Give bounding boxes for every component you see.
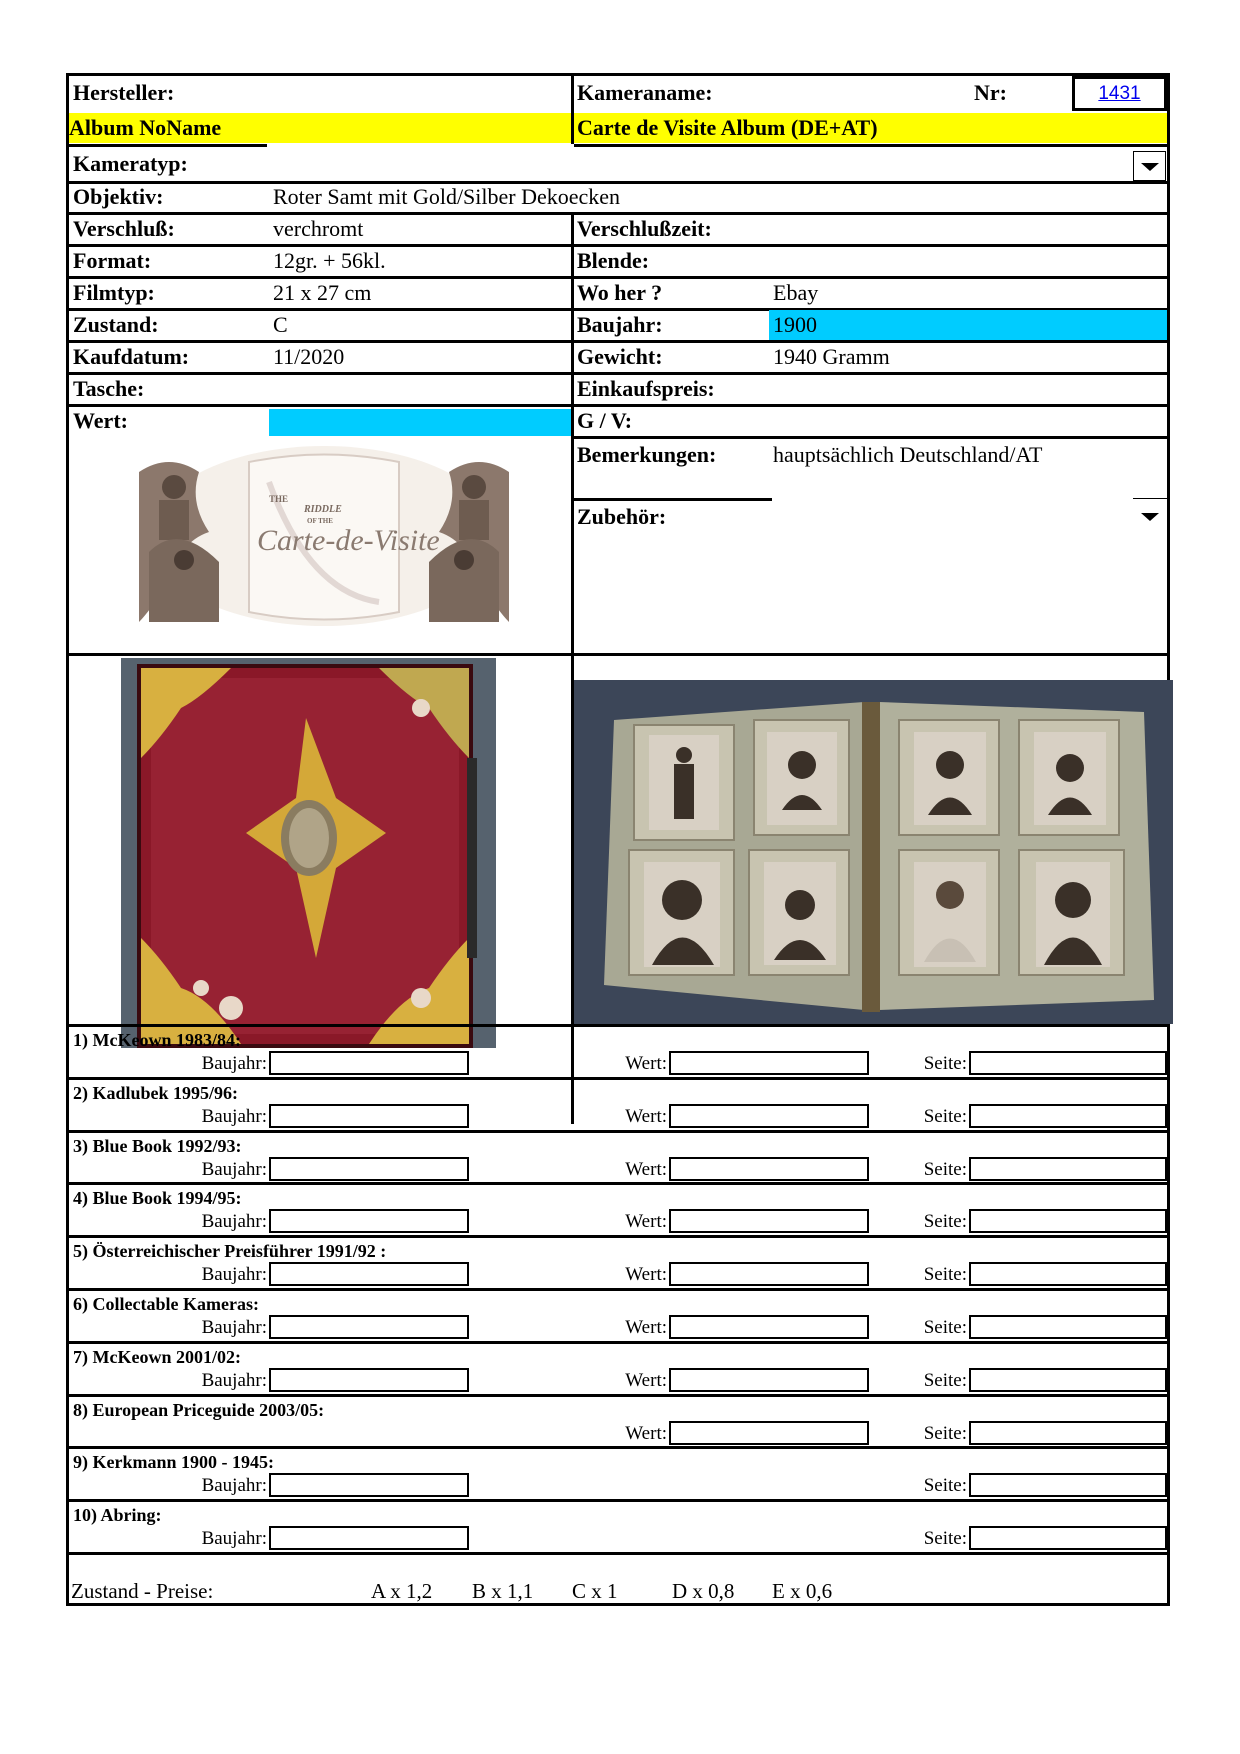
kaufdatum-label: Kaufdatum:	[73, 344, 190, 369]
hersteller-value: Album NoName	[69, 113, 267, 143]
kaufdatum-value: 11/2020	[273, 344, 345, 369]
verschluss-value: verchromt	[273, 216, 364, 241]
zubehoer-dropdown-top	[1133, 498, 1167, 499]
seite-label: Seite:	[923, 1317, 967, 1338]
seite-field[interactable]	[969, 1051, 1167, 1075]
reference-title: 5) Österreichischer Preisführer 1991/92 :	[73, 1241, 387, 1262]
seite-field[interactable]	[969, 1262, 1167, 1286]
baujahr-field[interactable]	[269, 1526, 469, 1550]
bemerkungen-underline	[574, 498, 772, 501]
reference-row	[69, 1080, 1167, 1133]
reference-row	[69, 1344, 1167, 1397]
hersteller-label: Hersteller:	[73, 80, 175, 105]
kameratyp-label: Kameratyp:	[73, 151, 188, 176]
baujahr-label: Baujahr:	[201, 1053, 267, 1074]
seite-label: Seite:	[923, 1211, 967, 1233]
reference-row	[69, 1291, 1167, 1344]
seite-field[interactable]	[969, 1368, 1167, 1392]
footer-d: D x 0,8	[672, 1579, 735, 1603]
zubehoer-label: Zubehör:	[577, 504, 667, 529]
wert-label: Wert:	[625, 1317, 667, 1338]
reference-row	[69, 1238, 1167, 1291]
seite-label: Seite:	[923, 1528, 967, 1550]
baujahr-label: Baujahr:	[201, 1528, 267, 1550]
reference-title: 3) Blue Book 1992/93:	[73, 1135, 242, 1156]
seite-label: Seite:	[923, 1264, 967, 1286]
baujahr-field[interactable]	[269, 1209, 469, 1233]
logo-text-4: Carte-de-Visite	[257, 524, 440, 557]
seite-field[interactable]	[969, 1315, 1167, 1339]
baujahr-label: Baujahr:	[201, 1475, 267, 1497]
seite-field[interactable]	[969, 1421, 1167, 1445]
baujahr-label: Baujahr:	[201, 1211, 267, 1233]
wert-label: Wert:	[625, 1264, 667, 1286]
divider	[69, 653, 1167, 656]
baujahr-value: 1900	[769, 310, 1167, 340]
footer-label: Zustand - Preise:	[71, 1579, 214, 1603]
wert-label: Wert:	[625, 1053, 667, 1074]
logo-text-1: THE	[269, 494, 289, 504]
baujahr-field[interactable]	[269, 1262, 469, 1286]
chevron-down-icon	[1141, 163, 1159, 171]
seite-label: Seite:	[923, 1475, 967, 1497]
logo-image	[129, 442, 519, 630]
wert-label: Wert:	[625, 1422, 667, 1444]
kameratyp-dropdown[interactable]	[1133, 151, 1166, 181]
wert-label: Wert:	[625, 1369, 667, 1391]
wert-value	[269, 409, 571, 436]
seite-label: Seite:	[923, 1369, 967, 1391]
logo-text-2: RIDDLE	[304, 504, 342, 515]
nr-link[interactable]: 1431	[1098, 83, 1141, 104]
seite-field[interactable]	[969, 1473, 1167, 1497]
objektiv-value: Roter Samt mit Gold/Silber Dekoecken	[273, 184, 621, 209]
reference-title: 8) European Priceguide 2003/05:	[73, 1399, 325, 1420]
seite-field[interactable]	[969, 1526, 1167, 1550]
chevron-down-icon[interactable]	[1141, 513, 1159, 521]
woher-value: Ebay	[773, 280, 819, 305]
reference-title: 1) McKeown 1983/84:	[73, 1030, 241, 1050]
reference-row	[69, 1502, 1167, 1555]
baujahr-label: Baujahr:	[201, 1264, 267, 1286]
bemerkungen-value: hauptsächlich Deutschland/AT	[773, 442, 1043, 467]
baujahr-field[interactable]	[269, 1104, 469, 1128]
reference-title: 4) Blue Book 1994/95:	[73, 1188, 242, 1209]
tasche-label: Tasche:	[73, 376, 145, 401]
album-open-photo	[574, 680, 1173, 1024]
hersteller-underline	[69, 144, 267, 147]
reference-title: 2) Kadlubek 1995/96:	[73, 1082, 239, 1103]
format-value: 12gr. + 56kl.	[273, 248, 386, 273]
seite-field[interactable]	[969, 1157, 1167, 1181]
footer-c: C x 1	[572, 1579, 618, 1603]
kameraname-label: Kameraname:	[577, 80, 713, 105]
verschluss-label: Verschluß:	[73, 216, 175, 241]
footer-a: A x 1,2	[371, 1579, 433, 1603]
seite-label: Seite:	[923, 1053, 967, 1074]
baujahr-label: Baujahr:	[201, 1158, 267, 1180]
seite-label: Seite:	[923, 1105, 967, 1127]
wert-label: Wert:	[73, 408, 128, 433]
album-cover-photo	[121, 658, 496, 1048]
baujahr-field[interactable]	[269, 1368, 469, 1392]
footer-e: E x 0,6	[772, 1579, 833, 1603]
reference-row	[69, 1397, 1167, 1450]
woher-label: Wo her ?	[577, 280, 663, 305]
logo-text-3: OF THE	[307, 517, 333, 525]
baujahr-field[interactable]	[269, 1051, 469, 1075]
baujahr-label: Baujahr:	[201, 1105, 267, 1127]
seite-label: Seite:	[923, 1422, 967, 1444]
baujahr-field[interactable]	[269, 1473, 469, 1497]
baujahr-label: Baujahr:	[201, 1317, 267, 1338]
gv-label: G / V:	[577, 408, 633, 433]
reference-row	[69, 1027, 1167, 1080]
kameraname-underline	[574, 144, 1167, 147]
filmtyp-value: 21 x 27 cm	[273, 280, 372, 305]
baujahr-field[interactable]	[269, 1157, 469, 1181]
reference-row	[69, 1449, 1167, 1502]
wert-label: Wert:	[625, 1158, 667, 1180]
blende-label: Blende:	[577, 248, 650, 273]
kameraname-value: Carte de Visite Album (DE+AT)	[574, 113, 1167, 143]
seite-field[interactable]	[969, 1104, 1167, 1128]
zustand-value: C	[273, 312, 288, 337]
reference-title: 10) Abring:	[73, 1505, 162, 1526]
gewicht-value: 1940 Gramm	[773, 344, 890, 369]
nr-box	[1072, 76, 1167, 111]
reference-row	[69, 1133, 1167, 1186]
footer-b: B x 1,1	[472, 1579, 534, 1603]
objektiv-label: Objektiv:	[73, 184, 164, 209]
divider	[571, 76, 574, 144]
reference-title: 9) Kerkmann 1900 - 1945:	[73, 1452, 274, 1473]
divider	[69, 1552, 1167, 1555]
reference-row	[69, 1185, 1167, 1238]
wert-label: Wert:	[625, 1211, 667, 1233]
reference-title: 6) Collectable Kameras:	[73, 1294, 259, 1314]
wert-label: Wert:	[625, 1105, 667, 1127]
seite-label: Seite:	[923, 1158, 967, 1180]
seite-field[interactable]	[969, 1209, 1167, 1233]
reference-title: 7) McKeown 2001/02:	[73, 1346, 241, 1367]
baujahr-label: Baujahr:	[201, 1369, 267, 1391]
gewicht-label: Gewicht:	[577, 344, 663, 369]
einkaufspreis-label: Einkaufspreis:	[577, 376, 715, 401]
hersteller-yellow-fill	[267, 113, 571, 143]
divider	[574, 436, 1167, 439]
format-label: Format:	[73, 248, 152, 273]
catalog-sheet	[66, 73, 1170, 1606]
baujahr-field[interactable]	[269, 1315, 469, 1339]
zustand-label: Zustand:	[73, 312, 159, 337]
filmtyp-label: Filmtyp:	[73, 280, 155, 305]
verschlusszeit-label: Verschlußzeit:	[577, 216, 712, 241]
bemerkungen-label: Bemerkungen:	[577, 442, 717, 467]
nr-label: Nr:	[974, 80, 1007, 105]
baujahr-label: Baujahr:	[577, 312, 663, 337]
